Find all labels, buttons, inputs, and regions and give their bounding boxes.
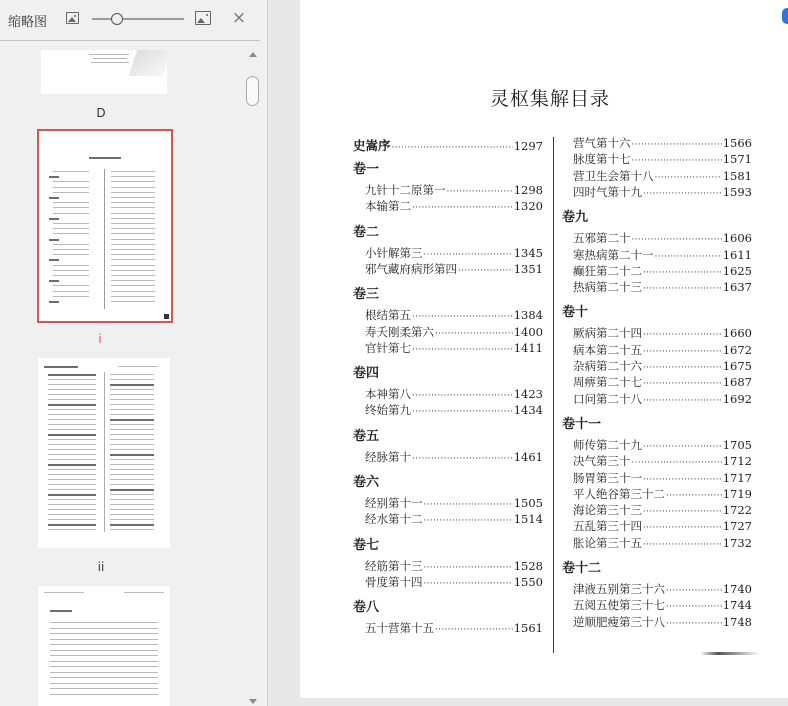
toc-entry-title: 经筋第十三: [365, 558, 423, 573]
toc-entry[interactable]: [573, 151, 752, 167]
toc-entry[interactable]: [365, 307, 543, 323]
toc-entry-page: 1637: [722, 280, 752, 295]
toc-entry-title: 营卫生会第十八: [573, 168, 654, 183]
volume-heading: 卷十一: [562, 416, 602, 432]
toc-entry[interactable]: [573, 279, 752, 295]
toc-entry-page: 1514: [513, 512, 543, 527]
leader-dots: [643, 379, 722, 389]
leader-dots: [666, 491, 722, 501]
toc-entry-page: 1727: [722, 519, 752, 534]
toc-entry-title: 热病第二十三: [573, 280, 642, 295]
toc-entry-title: 病本第二十五: [573, 342, 642, 357]
toc-entry[interactable]: [365, 261, 543, 277]
scroll-up-icon[interactable]: [249, 52, 257, 57]
toc-entry[interactable]: [573, 581, 752, 597]
thumbnail-page-i[interactable]: [37, 129, 173, 323]
toc-entry-page: 1581: [722, 168, 752, 183]
toc-entry[interactable]: [573, 325, 752, 341]
toc-entry[interactable]: [573, 453, 752, 469]
toc-entry-title: 周痹第二十七: [573, 375, 642, 390]
volume-heading: 卷十: [562, 305, 589, 321]
scrollbar-thumb[interactable]: [246, 76, 259, 106]
toc-entry-page: 1687: [722, 375, 752, 390]
toolbar-divider: [0, 40, 260, 41]
leader-dots: [666, 619, 722, 629]
leader-dots: [643, 442, 722, 452]
toc-entry-title: 本输第二: [365, 199, 411, 214]
volume-heading: 卷九: [562, 210, 589, 226]
toc-entry[interactable]: [573, 486, 752, 502]
thumbnail-page-preface[interactable]: [38, 586, 170, 706]
toc-entry-title: 寒热病第二十一: [573, 247, 654, 262]
thumbnail-label-active: i: [98, 332, 102, 346]
leader-dots: [666, 602, 722, 612]
toc-entry[interactable]: [573, 184, 752, 200]
toc-entry-page: 1748: [722, 614, 752, 629]
toc-entry-page: 1611: [722, 247, 752, 262]
leader-dots: [412, 454, 513, 464]
leader-dots: [643, 540, 722, 550]
thumbnail-label: D: [96, 106, 106, 120]
zoom-in-image-icon[interactable]: [195, 11, 211, 25]
toc-entry-page: 1384: [513, 308, 543, 323]
toc-entry[interactable]: [365, 402, 543, 418]
leader-dots: [424, 516, 513, 526]
volume-heading: 卷六: [353, 475, 380, 490]
thumbnail-panel: [0, 0, 268, 706]
toc-entry[interactable]: [573, 263, 752, 279]
toc-entry[interactable]: [573, 342, 752, 358]
toc-entry-page: 1692: [722, 391, 752, 406]
toc-entry-title: 经别第十一: [365, 496, 423, 510]
toc-entry-title: 口问第二十八: [573, 391, 642, 406]
leader-dots: [412, 345, 513, 355]
toc-entry-title: 胀论第三十五: [573, 535, 642, 550]
toc-entry-title: 寿夭刚柔第六: [365, 324, 434, 339]
toc-entry[interactable]: [365, 182, 543, 198]
toc-entry[interactable]: [573, 135, 752, 151]
toc-entry-page: 1298: [513, 183, 543, 197]
leader-dots: [412, 391, 513, 401]
leader-dots: [435, 625, 513, 635]
panel-title: 缩略图: [8, 15, 48, 30]
toc-entry[interactable]: [365, 324, 543, 340]
slider-handle[interactable]: [111, 13, 123, 25]
thumbnail-page-d[interactable]: [41, 50, 167, 94]
toc-entry[interactable]: [573, 597, 752, 613]
leader-dots: [424, 500, 513, 510]
toc-entry-page: 1705: [722, 437, 752, 452]
leader-dots: [632, 140, 722, 150]
scan-mark: [700, 652, 760, 655]
toc-entry-page: 1505: [513, 496, 543, 510]
toc-entry-title: 师传第二十九: [573, 437, 642, 452]
toc-entry-page: 1411: [513, 340, 543, 355]
toc-entry[interactable]: [365, 574, 543, 590]
volume-heading: 卷七: [353, 537, 380, 553]
leader-dots: [412, 407, 513, 417]
thumbnail-page-ii[interactable]: [38, 358, 170, 548]
volume-heading: 卷二: [353, 224, 380, 240]
toc-entry-title: 杂病第二十六: [573, 359, 642, 373]
toc-entry[interactable]: [365, 495, 543, 511]
leader-dots: [424, 579, 513, 589]
leader-dots: [632, 458, 722, 468]
toc-entry-title: 经脉第十: [365, 449, 411, 464]
volume-heading: 卷三: [353, 287, 380, 303]
leader-dots: [643, 189, 722, 199]
thumbnail-toolbar: [0, 0, 268, 40]
leader-dots: [632, 235, 722, 245]
toc-entry[interactable]: [573, 535, 752, 551]
leader-dots: [643, 475, 722, 485]
leader-dots: [643, 268, 722, 278]
thumbnail-label: ii: [97, 560, 105, 574]
leader-dots: [632, 156, 722, 166]
scroll-down-icon[interactable]: [249, 699, 257, 704]
leader-dots: [643, 284, 722, 294]
toc-entry-title: 五阅五使第三十七: [573, 598, 665, 613]
toc-entry[interactable]: [573, 502, 752, 518]
leader-dots: [424, 250, 513, 260]
toc-entry-page: 1672: [722, 342, 752, 357]
toc-entry-page: 1744: [722, 598, 752, 613]
volume-heading: 卷一: [353, 162, 380, 177]
toc-entry-title: 根结第五: [365, 308, 411, 323]
toc-entry-page: 1297: [513, 139, 543, 153]
toc-entry-page: 1660: [722, 326, 752, 341]
toc-entry-title: 终始第九: [365, 403, 411, 418]
toc-entry-page: 1561: [513, 621, 543, 636]
toc-entry-title: 海论第三十三: [573, 503, 642, 518]
toc-entry-title: 五十营第十五: [365, 621, 434, 636]
toc-entry-title: 经水第十二: [365, 512, 423, 527]
toc-entry[interactable]: [365, 558, 543, 574]
toc-entry-title: 官针第七: [365, 340, 411, 355]
toc-entry-title: 九针十二原第一: [365, 183, 446, 197]
toc-entry-page: 1400: [513, 324, 543, 339]
toc-entry[interactable]: [573, 358, 752, 374]
volume-heading: 卷五: [353, 428, 380, 444]
toc-entry-title: 本神第八: [365, 387, 411, 402]
leader-dots: [666, 586, 722, 596]
toc-entry-page: 1550: [513, 574, 543, 589]
toc-entry[interactable]: [573, 374, 752, 390]
toc-entry-title: 四时气第十九: [573, 184, 642, 199]
leader-dots: [643, 523, 722, 533]
toc-entry-title: 厥病第二十四: [573, 326, 642, 341]
toc-entry[interactable]: [365, 449, 543, 465]
toc-entry-title: 史嵩序: [353, 138, 391, 153]
document-page: [300, 0, 788, 698]
toc-entry-page: 1593: [722, 184, 752, 199]
toc-entry-page: 1740: [722, 582, 752, 596]
close-icon[interactable]: ×: [231, 8, 247, 28]
toc-entry-title: 脉度第十七: [573, 152, 631, 167]
toc-entry[interactable]: [573, 518, 752, 534]
toc-entry-title: 五乱第三十四: [573, 519, 642, 534]
column-divider: [553, 137, 554, 653]
leader-dots: [458, 266, 513, 276]
leader-dots: [655, 252, 722, 262]
volume-heading: 卷四: [353, 366, 380, 382]
leader-dots: [435, 329, 513, 339]
toc-entry-title: 邪气藏府病形第四: [365, 261, 457, 276]
side-handle-icon[interactable]: [782, 8, 788, 24]
leader-dots: [392, 143, 513, 153]
toc-entry-title: 决气第三十: [573, 454, 631, 469]
toc-entry-page: 1320: [513, 199, 543, 214]
toc-entry-page: 1732: [722, 535, 752, 550]
leader-dots: [424, 563, 513, 573]
toc-entry-title: 骨度第十四: [365, 574, 423, 589]
toc-entry-page: 1434: [513, 403, 543, 418]
toc-entry-title: 津液五别第三十六: [573, 582, 665, 596]
leader-dots: [655, 173, 722, 183]
volume-heading: 卷八: [353, 600, 380, 616]
toc-entry-title: 逆顺肥瘦第三十八: [573, 614, 665, 629]
toc-entry-page: 1712: [722, 454, 752, 469]
toc-entry[interactable]: [365, 511, 543, 527]
toc-entry[interactable]: [573, 168, 752, 184]
toc-entry[interactable]: [573, 470, 752, 486]
thumbnail-size-slider[interactable]: [92, 18, 184, 20]
toc-entry[interactable]: [573, 614, 752, 630]
leader-dots: [643, 363, 722, 373]
toc-entry[interactable]: [365, 198, 543, 214]
toc-entry[interactable]: [353, 136, 543, 152]
leader-dots: [412, 203, 513, 213]
toc-entry-title: 肠胃第三十一: [573, 470, 642, 485]
toc-entry-page: 1722: [722, 503, 752, 518]
toc-entry[interactable]: [365, 386, 543, 402]
toc-entry-page: 1566: [722, 136, 752, 150]
toc-entry-page: 1571: [722, 152, 752, 167]
toc-entry[interactable]: [573, 391, 752, 407]
volume-heading: 卷十二: [562, 561, 602, 576]
leader-dots: [643, 330, 722, 340]
page-title: 灵枢集解目录: [489, 88, 610, 110]
leader-dots: [643, 507, 722, 517]
toc-entry-title: 小针解第三: [365, 245, 423, 260]
thumbnail-scrollbar[interactable]: [246, 52, 260, 706]
toc-entry-title: 五邪第二十: [573, 231, 631, 246]
leader-dots: [412, 312, 513, 322]
toc-entry-page: 1719: [722, 486, 752, 501]
toc-entry-title: 平人绝谷第三十二: [573, 486, 665, 501]
toc-entry-page: 1717: [722, 470, 752, 485]
toc-entry-title: 营气第十六: [573, 136, 631, 150]
toc-entry-title: 癫狂第二十二: [573, 263, 642, 278]
toc-entry-page: 1461: [513, 449, 543, 464]
toc-entry[interactable]: [365, 340, 543, 356]
toc-entry-page: 1675: [722, 359, 752, 373]
toc-entry-page: 1625: [722, 263, 752, 278]
toc-entry[interactable]: [573, 230, 752, 246]
leader-dots: [447, 187, 513, 197]
toc-entry[interactable]: [573, 437, 752, 453]
toc-entry[interactable]: [365, 245, 543, 261]
leader-dots: [643, 347, 722, 357]
toc-entry-page: 1423: [513, 387, 543, 402]
toc-entry-page: 1345: [513, 245, 543, 260]
toc-entry[interactable]: [365, 620, 543, 636]
leader-dots: [643, 396, 722, 406]
toc-entry-page: 1351: [513, 261, 543, 276]
toc-entry-page: 1528: [513, 558, 543, 573]
toc-entry-page: 1606: [722, 231, 752, 246]
zoom-out-image-icon[interactable]: [66, 12, 79, 24]
toc-entry[interactable]: [573, 247, 752, 263]
